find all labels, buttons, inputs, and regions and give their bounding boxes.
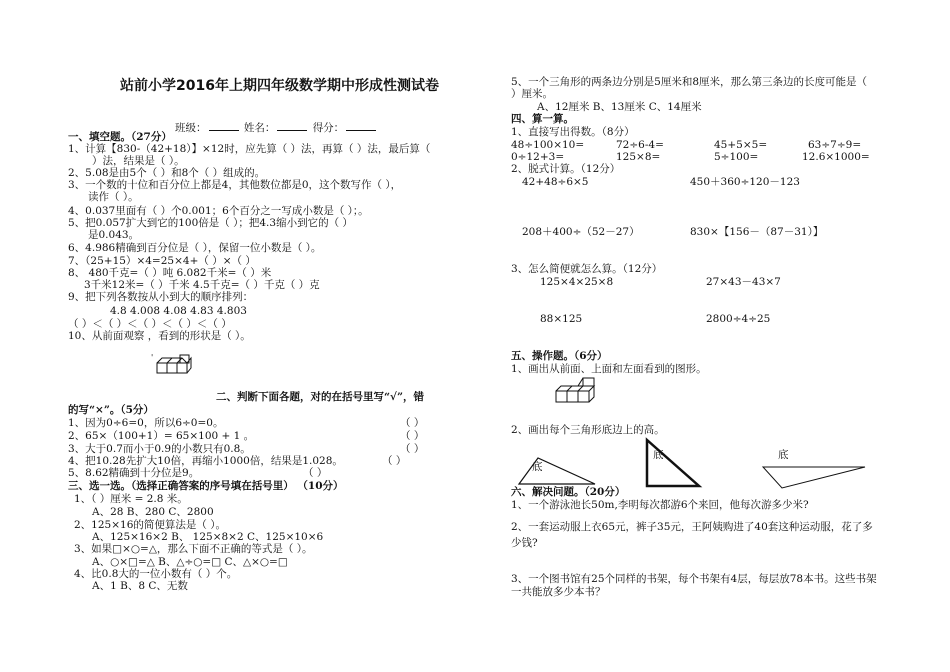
s2-line: 1、因为0÷6=0，所以6÷0=0。 (68, 417, 224, 429)
direct-calc: 5÷100= (714, 151, 759, 163)
triangle-2-icon (645, 438, 701, 488)
direct-calc: 72÷6-4= (616, 139, 664, 151)
section-6-heading: 六、解决问题。（20分） (511, 486, 626, 498)
section-5-heading: 五、操作题。（6分） (511, 350, 608, 362)
class-label: 班级： (175, 122, 207, 134)
s6-q3: 3、一个图书馆有25个同样的书架，每个书架有4层，每层放78本书。这些书架 (511, 573, 877, 585)
calc-expr: 450＋360÷120－123 (690, 176, 800, 188)
triangle-3-icon (762, 466, 866, 490)
s1-line: 是0.043。 (88, 229, 140, 241)
calc-expr: 208＋400÷（52－27） (522, 226, 640, 238)
base-label: 底 (653, 449, 664, 461)
s1-line: 8、 480千克=（ ）吨 6.082千米=（ ）米 (68, 267, 272, 279)
base-label: 底 (778, 449, 789, 461)
triangle-1-icon (518, 456, 596, 486)
s3-line: 2、125×16的简便算法是（ ）。 (74, 519, 226, 531)
s3-option: A、28 B、280 C、2800 (92, 506, 214, 518)
s6-q2: 2、一套运动服上衣65元，裤子35元，王阿姨购进了40套这种运动服，花了多 (511, 521, 873, 533)
s3q5-line: 5、一个三角形的两条边分别是5厘米和8厘米，那么第三条边的长度可能是（ (511, 76, 868, 88)
section-2-heading-cont: 的写“×”。（5分） (68, 404, 154, 416)
section-2-heading: 二、判断下面各题，对的在括号里写“√”，错 (216, 391, 424, 403)
s3-line: 1、（ ）厘米 = 2.8 米。 (74, 493, 188, 505)
direct-calc: 45+5×5= (714, 139, 768, 151)
simple-expr: 88×125 (540, 313, 583, 325)
s1-line: （ ）＜（ ）＜（ ）＜（ ）＜（ ） (68, 318, 232, 330)
s1-line: 读作（ ）。 (88, 191, 139, 203)
name-label: 姓名： (243, 122, 276, 134)
s6-q1: 1、一个游泳池长50m,李明每次都游6个来回，他每次游多少米? (511, 499, 809, 511)
cube-figure-icon (156, 355, 192, 381)
base-label: 底 (532, 461, 543, 473)
s3-option: A、125×16×2 B、 125×8×2 C、125×10×6 (92, 531, 324, 543)
s3q5-option: A、12厘米 B、13厘米 C、14厘米 (537, 101, 702, 113)
s4-q2: 2、脱式计算。（12分） (511, 163, 621, 175)
direct-calc: 48÷100×10= (511, 139, 585, 151)
answer-paren[interactable]: （ ） (382, 455, 407, 467)
s1-line: 6、4.986精确到百分位是（ ），保留一位小数是（ ）。 (68, 242, 322, 254)
s3-line: 3、如果□×○=△，那么下面不正确的等式是（ ）。 (74, 543, 313, 555)
student-info (175, 121, 378, 134)
s2-line: 2、65×（100+1）= 65×100 + 1 。 (68, 430, 255, 442)
calc-expr: 830×【156－（87－31）】 (690, 226, 824, 238)
s4-q1: 1、直接写出得数。（8分） (511, 126, 635, 138)
s2-line: 5、8.62精确到十分位是9。 (68, 467, 200, 479)
s1-line: 4.8 4.008 4.08 4.83 4.803 (110, 305, 247, 317)
direct-calc: 0÷12+3= (511, 151, 565, 163)
s5-q1: 1、画出从前面、上面和左面看到的图形。 (511, 363, 707, 375)
score-blank[interactable] (346, 121, 376, 131)
s6-q3-cont: 一共能放多少本书？ (511, 586, 606, 598)
answer-paren[interactable]: （ ） (400, 430, 425, 442)
direct-calc: 125×8= (616, 151, 661, 163)
direct-calc: 63÷7÷9= (808, 139, 862, 151)
section-3-heading: 三、选一选。（选择正确答案的序号填在括号里） （10分） (68, 480, 344, 492)
s3-option: A、○×□=△ B、△÷○=□ C、△×○=□ (92, 556, 288, 568)
s1-line: 1、计算【830-（42+18）】×12时，应先算（ ）法，再算（ ）法，最后算（ (68, 143, 431, 155)
cube-group-icon (555, 382, 599, 408)
s3q5-line: ）厘米。 (511, 88, 553, 100)
s1-line: ）法，结果是（ ）。 (92, 155, 185, 167)
s1-line: 9、把下列各数按从小到大的顺序排列： (68, 291, 254, 303)
class-blank[interactable] (209, 121, 239, 131)
s4-q3: 3、怎么简便就怎么算。（12分） (511, 263, 663, 275)
s3-line: 4、比0.8大的一位小数有（ ）个。 (74, 568, 238, 580)
s5-q2: 2、画出每个三角形底边上的高。 (511, 424, 665, 436)
s3-option: A、1 B、8 C、无数 (92, 580, 188, 592)
simple-expr: 2800÷4÷25 (706, 313, 771, 325)
direct-calc: 12.6×1000= (802, 151, 870, 163)
s1-line: 3千米12米=（ ）千米 4.5千克=（ ）千克（ ）克 (84, 279, 320, 291)
exam-title: 站前小学2016年上期四年级数学期中形成性测试卷 (120, 78, 439, 94)
s1-line: 2、5.08是由5个（ ）和8个（ ）组成的。 (68, 167, 266, 179)
score-label: 得分： (312, 122, 345, 134)
answer-paren[interactable]: （ ） (400, 417, 425, 429)
name-blank[interactable] (277, 121, 307, 131)
answer-paren[interactable]: （ ） (400, 443, 425, 455)
section-4-heading: 四、算一算。 (511, 113, 574, 125)
s1-line: 10、从前面观察 ，看到的形状是（ ）。 (68, 330, 251, 342)
answer-paren[interactable]: （ ） (303, 467, 328, 479)
s1-line: 7、（25+15）×4=25×4+（ ）×（ ） (68, 255, 256, 267)
calc-expr: 42+48÷6×5 (522, 176, 589, 188)
s1-line: 5、把0.057扩大到它的100倍是（ ）；把4.3缩小到它的（ ） (68, 217, 353, 229)
s2-line: 4、把10.28先扩大10倍，再缩小1000倍，结果是1.028。 (68, 455, 343, 467)
simple-expr: 125×4×25×8 (540, 276, 614, 288)
s1-line: 3、一个数的十位和百分位上都是4，其他数位都是0，这个数写作（ ）， (68, 179, 402, 191)
s2-line: 3、大于0.7而小于0.9的小数只有0.8。 (68, 443, 251, 455)
section-1-heading: 一、填空题。（27分） (68, 131, 172, 143)
s6-q2-cont: 少钱? (511, 537, 538, 549)
s1-line: 4、0.037里面有（ ）个0.001；6个百分之一写成小数是（ ）；。 (68, 205, 369, 217)
simple-expr: 27×43－43×7 (706, 276, 781, 288)
dot-mark: ' (151, 353, 154, 362)
